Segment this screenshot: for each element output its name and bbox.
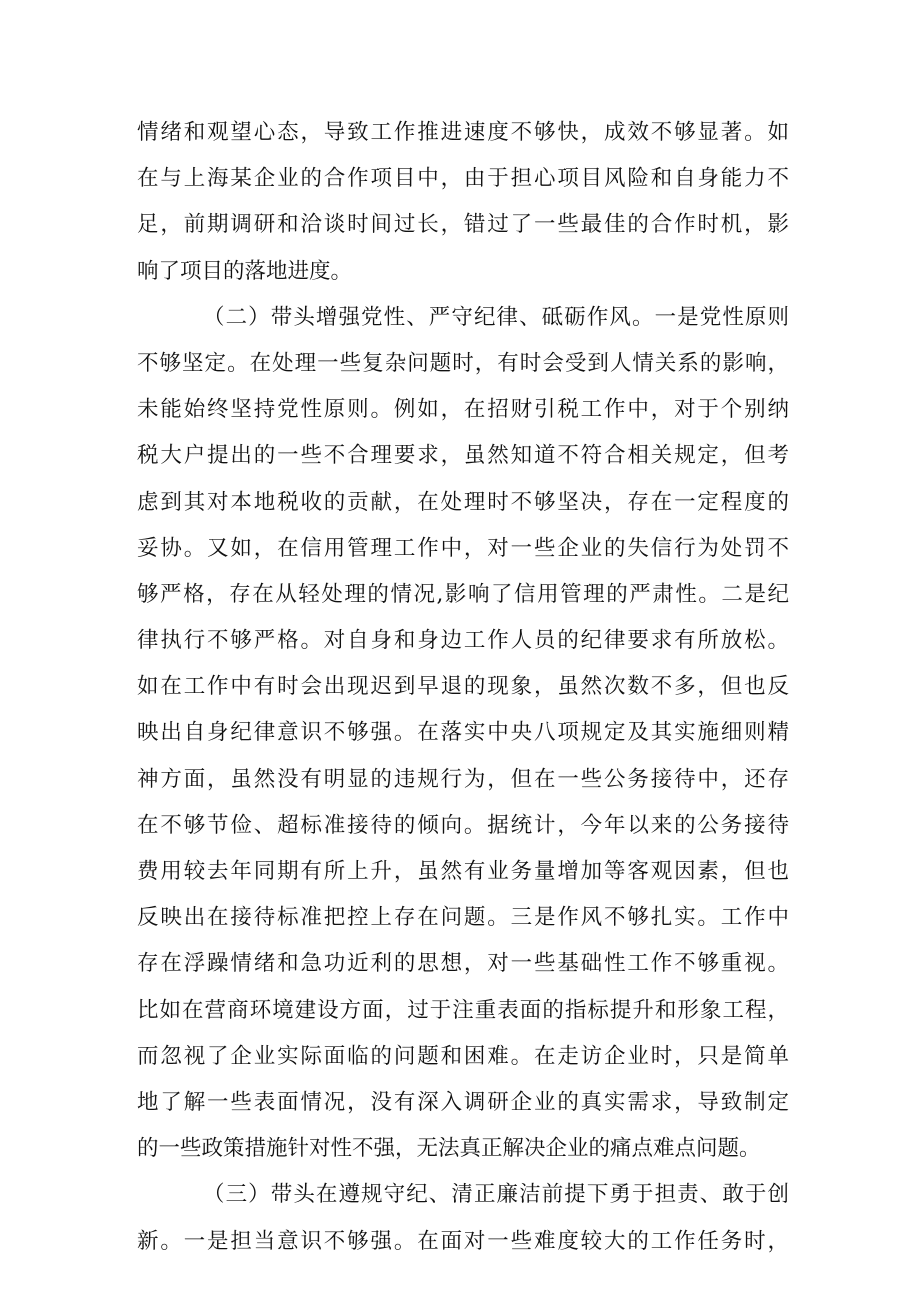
text-line: 存在浮躁情绪和急功近利的思想，对一些基础性工作不够重视。 bbox=[137, 951, 789, 977]
text-line: 神方面，虽然没有明显的违规行为，但在一些公务接待中，还存 bbox=[137, 766, 789, 792]
text-line: 反映出在接待标准把控上存在问题。三是作风不够扎实。工作中 bbox=[137, 905, 789, 931]
text-line: 妥协。又如，在信用管理工作中，对一些企业的失信行为处罚不 bbox=[137, 535, 789, 561]
text-line: 比如在营商环境建设方面，过于注重表面的指标提升和形象工程， bbox=[137, 997, 789, 1023]
text-line: 够严格，存在从轻处理的情况,影响了信用管理的严肃性。二是纪 bbox=[137, 581, 789, 607]
text-line: 如在工作中有时会出现迟到早退的现象，虽然次数不多，但也反 bbox=[137, 674, 789, 700]
text-line: 费用较去年同期有所上升，虽然有业务量增加等客观因素，但也 bbox=[137, 859, 789, 884]
document-body bbox=[137, 110, 789, 1265]
text-line: 情绪和观望心态，导致工作推进速度不够快，成效不够显著。如 bbox=[137, 120, 789, 145]
section-heading-line: （二）带头增强党性、严守纪律、砥砺作风。一是党性原则 bbox=[203, 304, 789, 330]
text-line: 在与上海某企业的合作项目中，由于担心项目风险和自身能力不 bbox=[137, 166, 789, 192]
text-line: 足，前期调研和洽谈时间过长，错过了一些最佳的合作时机，影 bbox=[137, 212, 789, 238]
text-line: 在不够节俭、超标准接待的倾向。据统计，今年以来的公务接待 bbox=[137, 812, 789, 838]
text-line: 未能始终坚持党性原则。例如，在招财引税工作中，对于个别纳 bbox=[137, 397, 789, 423]
text-line: 税大户提出的一些不合理要求，虽然知道不符合相关规定，但考 bbox=[137, 443, 789, 469]
text-line: 律执行不够严格。对自身和身边工作人员的纪律要求有所放松。 bbox=[137, 628, 789, 654]
text-line: 响了项目的落地进度。 bbox=[137, 258, 353, 284]
section-heading-line: （三）带头在遵规守纪、清正廉洁前提下勇于担责、敢于创 bbox=[203, 1182, 789, 1208]
text-line: 映出自身纪律意识不够强。在落实中央八项规定及其实施细则精 bbox=[137, 720, 789, 746]
text-line: 不够坚定。在处理一些复杂问题时，有时会受到人情关系的影响， bbox=[137, 350, 789, 376]
text-line: 地了解一些表面情况，没有深入调研企业的真实需求，导致制定 bbox=[137, 1089, 789, 1115]
text-line: 的一些政策措施针对性不强，无法真正解决企业的痛点难点问题。 bbox=[137, 1136, 761, 1162]
text-line: 新。一是担当意识不够强。在面对一些难度较大的工作任务时， bbox=[137, 1228, 789, 1254]
text-line: 而忽视了企业实际面临的问题和困难。在走访企业时，只是简单 bbox=[137, 1043, 789, 1069]
text-line: 虑到其对本地税收的贡献，在处理时不够坚决，存在一定程度的 bbox=[137, 489, 789, 515]
